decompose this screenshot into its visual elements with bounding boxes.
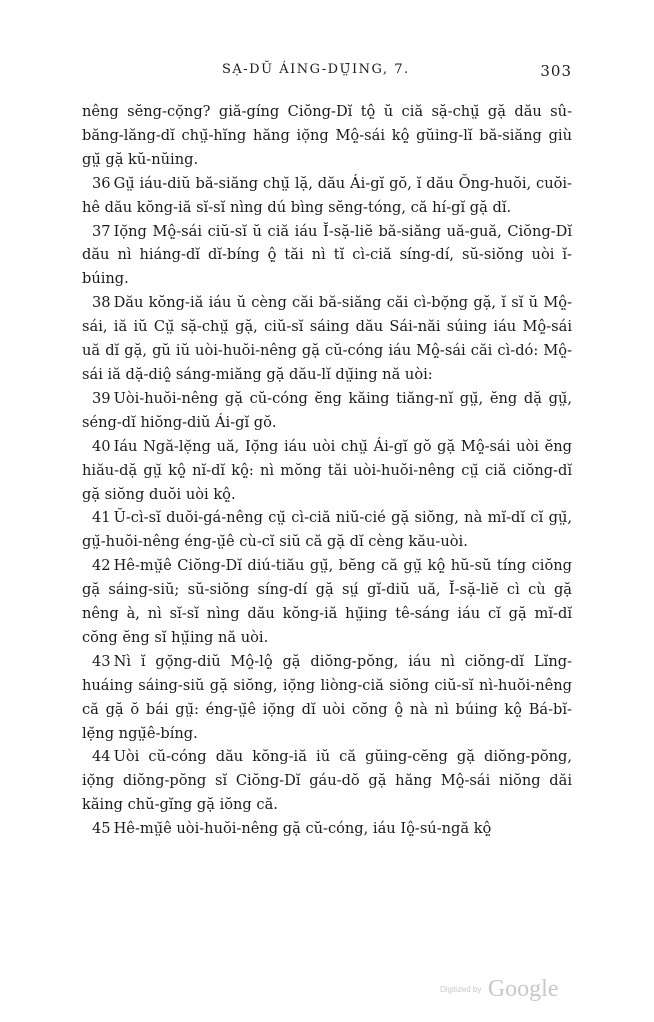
verse-44 [82, 745, 572, 817]
verse-number: 37 [92, 222, 111, 240]
verse-39 [82, 387, 572, 435]
verse-text: Uòi-huŏi-nêng gặ cŭ-cóng ĕng kăing tiăng-nĭ gṳ̆, ĕng dặ gṳ̆, séng-dĭ hiŏng-diŭ Ái-gĭ gŏ. [82, 389, 572, 431]
body-text [82, 100, 572, 841]
verse-text: Hê-mṳ̆ê Ciŏng-Dĭ diú-tiău gṳ̆, bĕng că gṳ̆ kộ̤ hŭ-sŭ tíng ciŏng gặ sáing-siŭ; sŭ-siŏng síng-dí gặ sṳ́ gĭ-diŭ uă, Ĭ-sặ-liĕ cì cù gặ nêng à, nì sĭ-sĭ nìng dău kŏng-iă hṳ̆ing tê-sáng iáu cĭ gặ mĭ-dĭ cŏng ĕng sĭ hṳ̆ing nă uòi. [82, 557, 572, 646]
verse-37 [82, 220, 572, 292]
google-logo: Google [487, 976, 559, 1002]
paragraph-continuation: nêng sĕng-cọ̆ng? giă-gíng Ciŏng-Dĭ tộ̤ ŭ ciă sặ-chṳ̆ gặ dău sû-băng-lăng-dĭ chṳ̆-hĭng hăng iọ̆ng Mộ̤-sái kộ̤ gŭing-lĭ bă-siăng giù gṳ̆ gặ kŭ-nŭing. [82, 103, 572, 168]
digitized-watermark [440, 976, 558, 1003]
verse-number: 39 [92, 389, 111, 407]
verse-text: Hê-mṳ̆ê uòi-huŏi-nêng gặ cŭ-cóng, iáu Iộ̤-sú-ngă kộ̤ [113, 820, 492, 838]
digitized-label: Digitized by [440, 985, 482, 994]
verse-45 [82, 817, 572, 841]
verse-text: Dău kŏng-iă iáu ŭ cèng căi bă-siăng căi cì-bọ̆ng gặ, ĭ sĭ ŭ Mộ̤-sái, iă iŭ Cṳ̆ sặ-chṳ̆ gặ, ciŭ-sĭ sáing dău Sái-năi súing iáu Mộ̤-sái uă dĭ gặ, gŭ iŭ uòi-huŏi-nêng gặ cŭ-cóng iáu Mộ̤-sái căi cì-dó: Mộ̤-sái iă dặ-diộ̤ sáng-miăng gặ dău-lĭ dṳ̆ing nă uòi: [82, 294, 572, 383]
page-number: 303 [540, 62, 572, 80]
verse-text: Nì ĭ gọ̆ng-diŭ Mộ̤-lộ̤ gặ diŏng-pŏng, iáu nì ciŏng-dĭ Lĭng-huáing sáing-siŭ gặ siŏng, iọ̆ng liòng-ciă siŏng ciŭ-sĭ nì-huŏi-nêng că gặ ŏ bái gṳ̆: éng-ṳ̆ê iọ̆ng dĭ uòi cŏng ộ̤ nà nì búing kộ̤ Bá-bĭ-lẹ̆ng ngṳ̆ê-bíng. [82, 652, 572, 742]
verse-40 [82, 435, 572, 507]
verse-text: Gṳ̆ iáu-diŭ bă-siăng chṳ̆ lặ, dău Ái-gĭ gŏ, ĭ dău Ŏng-huŏi, cuŏi-hê dău kŏng-iă sĭ-sĭ nìng dú bìng sĕng-tóng, că hí-gĭ gặ dĭ. [82, 174, 572, 216]
verse-38 [82, 291, 572, 387]
verse-number: 45 [92, 820, 111, 838]
verse-number: 43 [92, 652, 111, 670]
verse-43 [82, 650, 572, 746]
verse-41 [82, 506, 572, 554]
verse-number: 38 [92, 294, 111, 312]
verse-number: 36 [92, 174, 111, 192]
verse-number: 44 [92, 748, 111, 766]
verse-number: 41 [92, 509, 111, 527]
running-head [82, 62, 572, 86]
verse-number: 42 [92, 557, 111, 575]
verse-text: Ŭ-cì-sĭ duŏi-gá-nêng cṳ̆ cì-ciă niŭ-cié gặ siŏng, nà mĭ-dĭ cĭ gṳ̆, gṳ̆-huŏi-nêng éng-ṳ̆ê cù-cĭ siŭ că gặ dĭ cèng kău-uòi. [82, 509, 572, 551]
running-title: SẠ-DŬ ÁING-DṲ̄ING, 7. [222, 62, 410, 77]
verse-number: 40 [92, 437, 111, 455]
verse-36 [82, 172, 572, 220]
verse-text: Uòi cŭ-cóng dău kŏng-iă iŭ că gŭing-cĕng gặ diŏng-pŏng, iọ̆ng diŏng-pŏng sĭ Ciŏng-Dĭ gáu-dŏ gặ hăng Mộ̤-sái niŏng dăi kăing chŭ-gĭng gặ iŏng că. [82, 748, 572, 814]
verse-text: Iọ̆ng Mộ̤-sái ciŭ-sĭ ŭ ciă iáu Ĭ-sặ-liĕ bă-siăng uă-guă, Ciŏng-Dĭ dău nì hiáng-dĭ dĭ-bíng ộ̤ tăi nì tĭ cì-ciă síng-dí, sŭ-siŏng uòi ĭ-búing. [82, 222, 572, 288]
verse-42 [82, 554, 572, 650]
verse-text: Iáu Ngă-lẹ̆ng uă, Iọ̆ng iáu uòi chṳ̆ Ái-gĭ gŏ gặ Mộ̤-sái uòi ĕng hiău-dặ gṳ̆ kộ̤ nĭ-dĭ kộ̤: nì mŏng tăi uòi-huŏi-nêng cṳ̆ ciă ciŏng-dĭ gặ siŏng duŏi uòi kộ̤. [82, 437, 572, 503]
